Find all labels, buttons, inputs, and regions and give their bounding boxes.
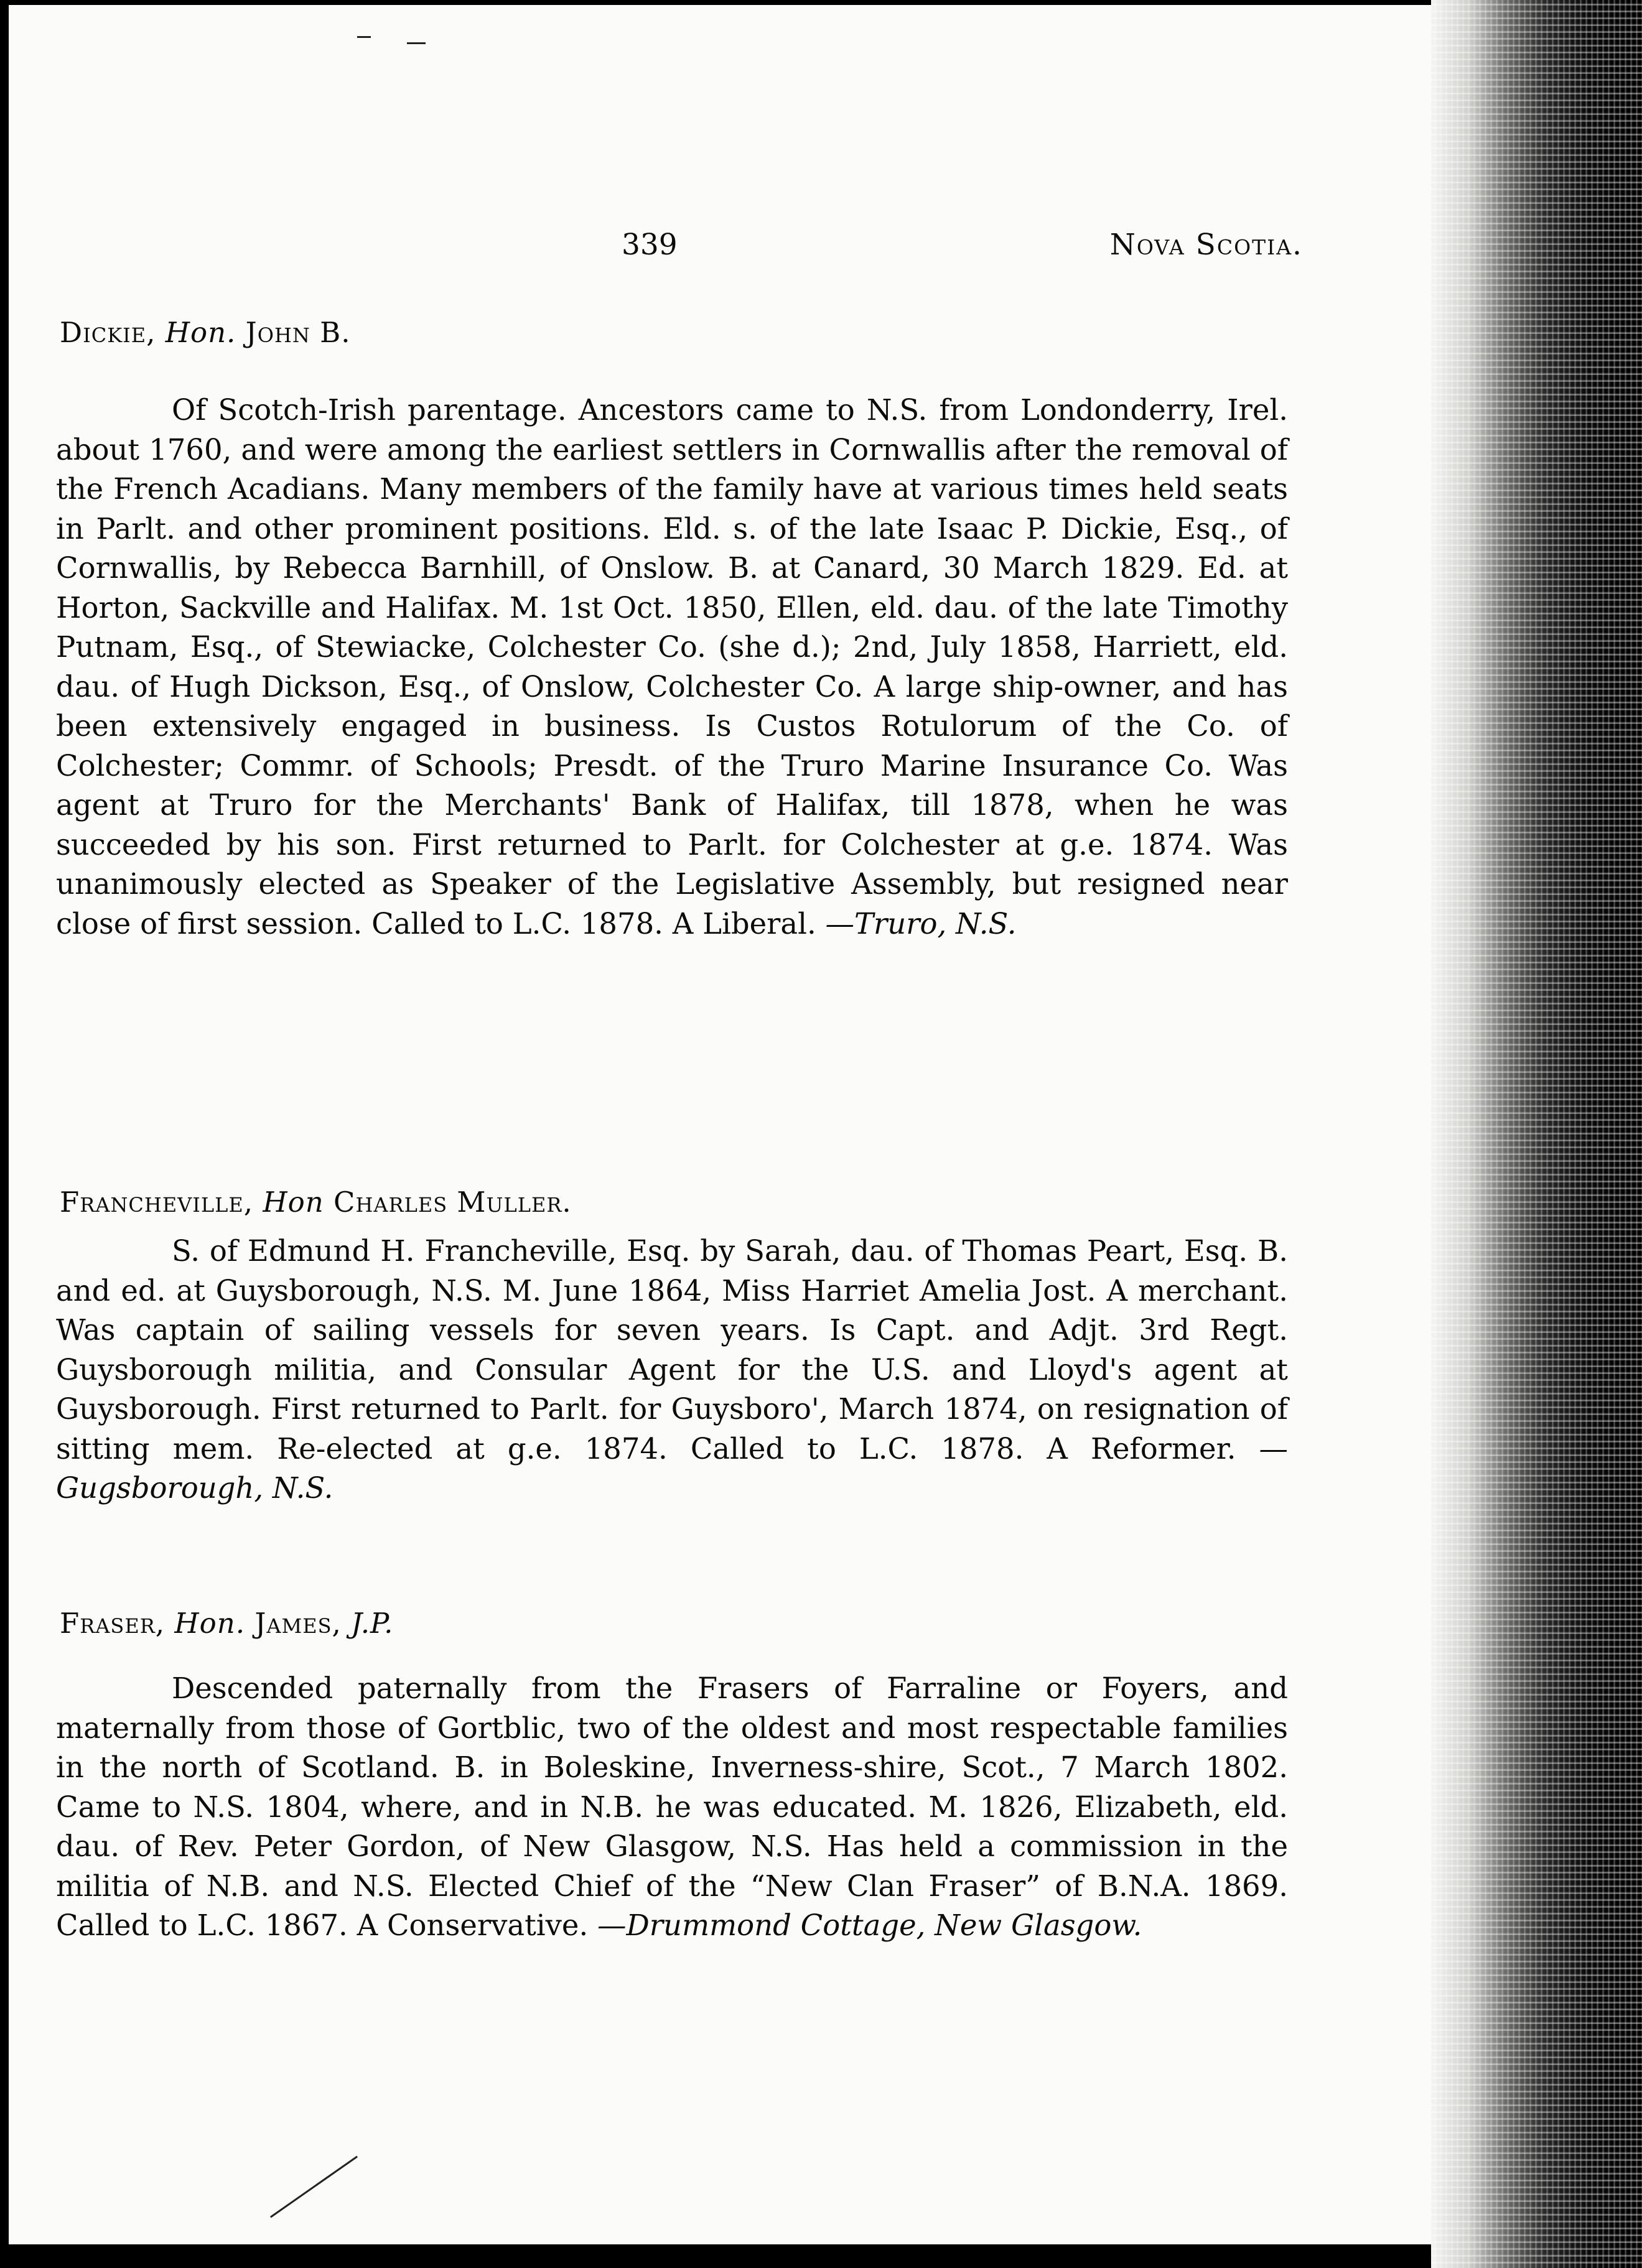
entry-heading-francheville	[60, 1186, 572, 1219]
entry-text: Descended paternally from the Frasers of Farraline or Foyers, and maternally from those of Gortblic, two of the oldest and most respectable families in the north of Scotland. B. in Boleskine, Inverness-shire, Scot., 7 March 1802. Came to N.S. 1804, where, and in N.B. he was educated. M. 1826, Elizabeth, eld. dau. of Rev. Peter Gordon, of New Glasgow, N.S. Has held a commission in the militia of N.B. and N.S. Elected Chief of the “New Clan Fraser” of B.N.A. 1869. Called to L.C. 1867. A Conservative.	[56, 1671, 1288, 1942]
entry-heading-dickie	[60, 316, 351, 349]
entry-title: Hon.	[165, 316, 236, 349]
entry-body-dickie	[56, 391, 1288, 944]
entry-surname: Fraser,	[60, 1607, 166, 1640]
entry-residence: —Drummond Cottage, New Glasgow.	[597, 1908, 1142, 1942]
entry-text: S. of Edmund H. Francheville, Esq. by Sarah, dau. of Thomas Peart, Esq. B. and ed. at Guysborough, N.S. M. June 1864, Miss Harriet Amelia Jost. A merchant. Was captain of sailing vessels for seven years. Is Capt. and Adjt. 3rd Regt. Guysborough militia, and Consular Agent for the U.S. and Lloyd's agent at Guysborough. First returned to Parlt. for Guysboro', March 1874, on resignation of sitting mem. Re-elected at g.e. 1874. Called to L.C. 1878. A Reformer.	[56, 1234, 1288, 1466]
entry-given-name: Charles Muller.	[334, 1186, 572, 1219]
paper-sheet	[9, 5, 1455, 2244]
section-title: Nova Scotia.	[1109, 228, 1303, 262]
entry-surname: Dickie,	[60, 316, 156, 349]
page-edge-shadow	[1431, 0, 1642, 2268]
scan-speck	[357, 36, 371, 38]
page-number: 339	[622, 228, 678, 262]
scan-speck	[407, 42, 426, 44]
entry-residence: —Truro, N.S.	[825, 906, 1017, 941]
entry-title: Hon.	[174, 1607, 246, 1640]
entry-heading-fraser	[60, 1607, 394, 1640]
entry-given-name: John B.	[245, 316, 351, 349]
entry-given-name: James,	[254, 1607, 342, 1640]
entry-honorific: J.P.	[351, 1607, 394, 1640]
entry-surname: Francheville,	[60, 1186, 254, 1219]
entry-residence: — Gugsborough, N.S.	[56, 1431, 1289, 1505]
entry-title: Hon	[263, 1186, 324, 1219]
entry-text: Of Scotch-Irish parentage. Ancestors came to N.S. from Londonderry, Irel. about 1760, and were among the earliest settlers in Cornwallis after the removal of the French Acadians. Many members of the family have at various times held seats in Parlt. and other prominent positions. Eld. s. of the late Isaac P. Dickie, Esq., of Cornwallis, by Rebecca Barnhill, of Onslow. B. at Canard, 30 March 1829. Ed. at Horton, Sackville and Halifax. M. 1st Oct. 1850, Ellen, eld. dau. of the late Timothy Putnam, Esq., of Stewiacke, Colchester Co. (she d.); 2nd, July 1858, Harriett, eld. dau. of Hugh Dickson, Esq., of Onslow, Colchester Co. A large ship-owner, and has been extensively engaged in business. Is Custos Rotulorum of the Co. of Colchester; Commr. of Schools; Presdt. of the Truro Marine Insurance Co. Was agent at Truro for the Merchants' Bank of Halifax, till 1878, when he was succeeded by his son. First returned to Parlt. for Colchester at g.e. 1874. Was unanimously elected as Speaker of the Legislative Assembly, but resigned near close of first session. Called to L.C. 1878. A Liberal.	[56, 393, 1288, 941]
scan-pen-stroke	[270, 2155, 358, 2218]
running-head	[9, 228, 1303, 271]
entry-body-fraser	[56, 1669, 1288, 1946]
entry-body-francheville	[56, 1232, 1288, 1508]
